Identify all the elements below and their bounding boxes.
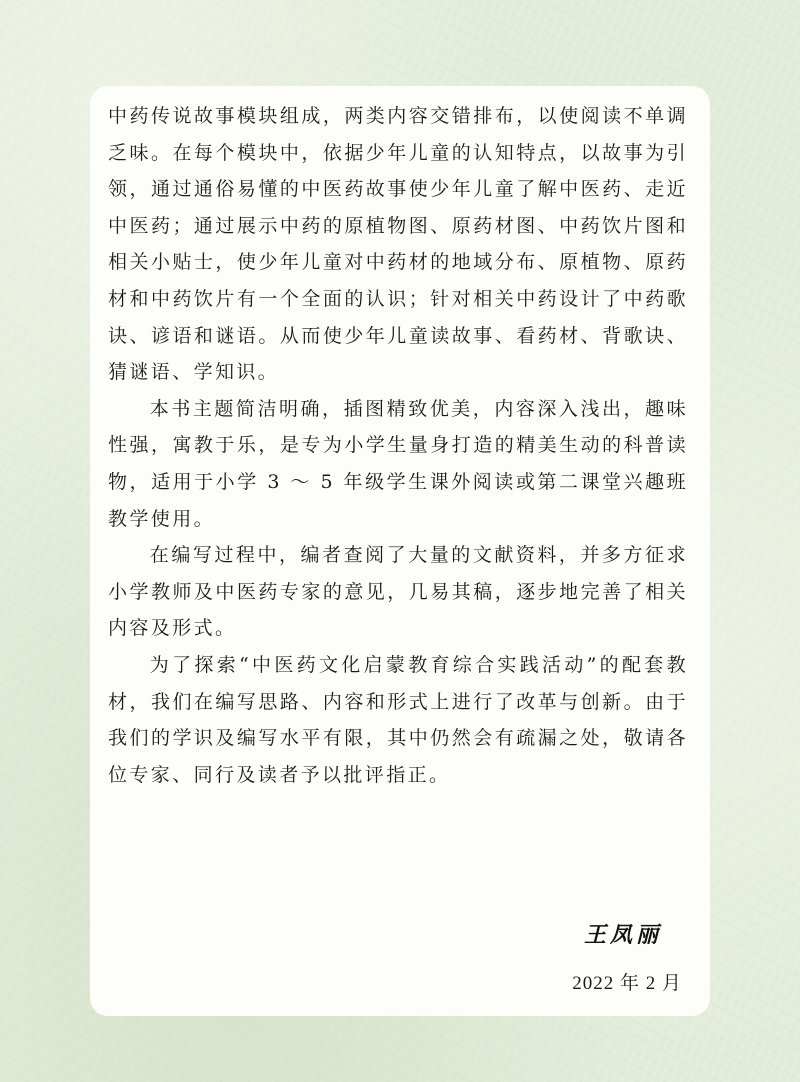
- document-page: [90, 86, 710, 1016]
- paragraph-3: 在编写过程中，编者查阅了大量的文献资料，并多方征求小学教师及中医药专家的意见，几易其稿，逐步地完善了相关内容及形式。: [108, 544, 688, 640]
- paragraph-4: 为了探索“中医药文化启蒙教育综合实践活动”的配套教材，我们在编写思路、内容和形式上进行了改革与创新。由于我们的学识及编写水平有限，其中仍然会有疏漏之处，敬请各位专家、同行及读者予以批评指正。: [108, 653, 688, 786]
- paragraph-2: 本书主题简洁明确，插图精致优美，内容深入浅出，趣味性强，寓教于乐，是专为小学生量身打造的精美生动的科普读物，适用于小学 3 ～ 5 年级学生课外阅读或第二课堂兴趣班教学使用。: [108, 397, 688, 530]
- paragraph-1: 中药传说故事模块组成，两类内容交错排布，以使阅读不单调乏味。在每个模块中，依据少年儿童的认知特点，以故事为引领，通过通俗易懂的中医药故事使少年儿童了解中医药、走近中医药；通过展示中药的原植物图、原药材图、中药饮片图和相关小贴士，使少年儿童对中药材的地域分布、原植物、原药材和中药饮片有一个全面的认识；针对相关中药设计了中药歌诀、谚语和谜语。从而使少年儿童读故事、看药材、背歌诀、猜谜语、学知识。: [108, 105, 688, 384]
- date-line: 2022 年 2 月: [572, 973, 682, 994]
- author-signature: 王凤丽: [583, 922, 662, 948]
